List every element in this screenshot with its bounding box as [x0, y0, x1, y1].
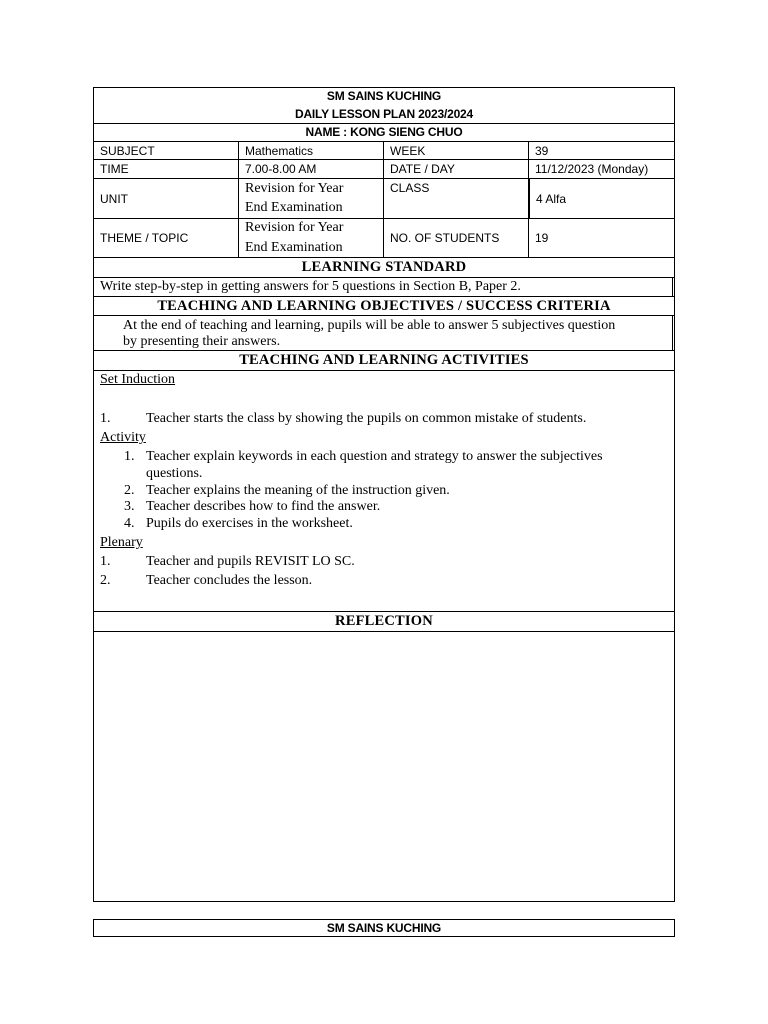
- unit-label: UNIT: [100, 191, 128, 206]
- table-border-right: [674, 87, 675, 902]
- rule: [93, 277, 675, 278]
- time-value: 7.00-8.00 AM: [245, 162, 317, 176]
- theme-value-line2: End Examination: [245, 240, 343, 255]
- plenary-item-text: Teacher concludes the lesson.: [146, 573, 313, 588]
- activity-item-number: 1.: [124, 449, 135, 464]
- teacher-name: NAME : KONG SIENG CHUO: [305, 125, 463, 139]
- date-value: 11/12/2023 (Monday): [535, 162, 649, 176]
- theme-label: THEME / TOPIC: [100, 231, 189, 245]
- class-label: CLASS: [390, 181, 430, 195]
- subject-label: SUBJECT: [100, 143, 155, 158]
- objectives-line1: At the end of teaching and learning, pupils will be able to answer 5 subjectives question: [123, 318, 616, 333]
- objectives-line2: by presenting their answers.: [123, 334, 281, 349]
- activity-item-text: Teacher explain keywords in each question and strategy to answer the subjectives: [146, 449, 603, 464]
- rule: [93, 123, 675, 124]
- activity-item-text: Teacher describes how to find the answer.: [146, 499, 381, 514]
- students-value: 19: [535, 231, 549, 245]
- induction-number: 1.: [100, 411, 111, 426]
- unit-value-line2: End Examination: [245, 200, 343, 215]
- school-name: SM SAINS KUCHING: [326, 89, 442, 103]
- activity-item-text-cont: questions.: [146, 466, 203, 481]
- reflection-heading: REFLECTION: [335, 613, 433, 629]
- activities-heading: TEACHING AND LEARNING ACTIVITIES: [239, 352, 529, 368]
- time-label: TIME: [100, 162, 129, 176]
- next-page-school-name: SM SAINS KUCHING: [326, 921, 442, 935]
- class-value: 4 Alfa: [536, 191, 567, 206]
- table-border-top: [93, 87, 675, 88]
- date-label: DATE / DAY: [390, 162, 455, 176]
- plan-title: DAILY LESSON PLAN 2023/2024: [294, 107, 474, 121]
- induction-text: Teacher starts the class by showing the pupils on common mistake of students.: [146, 411, 587, 426]
- unit-value-line1: Revision for Year: [245, 181, 344, 196]
- learning-standard-heading: LEARNING STANDARD: [301, 259, 467, 275]
- activity-item-number: 4.: [124, 516, 135, 531]
- learning-standard-text: Write step-by-step in getting answers for 5 questions in Section B, Paper 2.: [100, 279, 521, 294]
- rule: [93, 315, 675, 316]
- plenary-item-number: 1.: [100, 554, 111, 569]
- plenary-label: Plenary: [100, 535, 143, 550]
- theme-value-line1: Revision for Year: [245, 220, 344, 235]
- table-border-bottom: [93, 901, 675, 902]
- students-label: NO. OF STUDENTS: [390, 231, 500, 245]
- activity-item-number: 3.: [124, 499, 135, 514]
- activity-label: Activity: [100, 430, 146, 445]
- plenary-item-number: 2.: [100, 573, 111, 588]
- subject-value: Mathematics: [245, 143, 314, 158]
- rule: [93, 370, 675, 371]
- week-value: 39: [535, 143, 549, 158]
- week-label: WEEK: [390, 143, 426, 158]
- set-induction-label: Set Induction: [100, 372, 176, 387]
- inner-rule: [672, 315, 673, 350]
- reflection-area[interactable]: [94, 632, 674, 901]
- objectives-heading: TEACHING AND LEARNING OBJECTIVES / SUCCESS CRITERIA: [157, 297, 611, 314]
- inner-rule: [672, 277, 673, 296]
- activity-item-text: Pupils do exercises in the worksheet.: [146, 516, 353, 531]
- activity-item-text: Teacher explains the meaning of the instruction given.: [146, 483, 450, 498]
- activity-item-number: 2.: [124, 483, 135, 498]
- plenary-item-text: Teacher and pupils REVISIT LO SC.: [146, 554, 355, 569]
